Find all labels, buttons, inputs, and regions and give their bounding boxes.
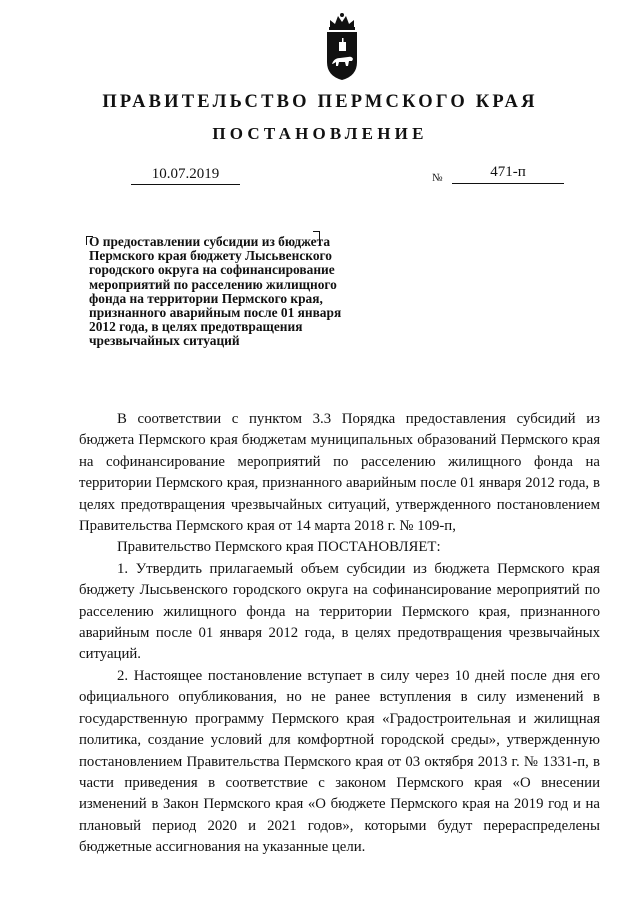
document-date: 10.07.2019	[131, 166, 240, 185]
coat-of-arms-icon	[322, 12, 362, 82]
body-paragraph: 1. Утвердить прилагаемый объем субсидии из бюджета Пермского края бюджету Лысьвенского городского округа на софинансирование мероприятий по расселению жилищного фонда на территории Пермского края, признанного аварийным после 01 января 2012 года, в целях предотвращения чрезвычайных ситуаций.	[79, 560, 600, 663]
document-number: 471-п	[452, 164, 564, 184]
subject-line: фонда на территории Пермского края,	[89, 290, 323, 306]
subject-line: городского округа на софинансирование	[89, 262, 335, 278]
document-type: ПОСТАНОВЛЕНИЕ	[212, 124, 428, 143]
subject-line: 2012 года, в целях предотвращения	[89, 319, 303, 335]
subject-line: Пермского края бюджету Лысьвенского	[89, 248, 332, 264]
subject-line: мероприятий по расселению жилищного	[89, 276, 337, 292]
body-paragraph: Правительство Пермского края ПОСТАНОВЛЯЕТ:	[117, 539, 441, 556]
body-paragraph: 2. Настоящее постановление вступает в силу через 10 дней после дня его официального опубликования, но не ранее вступления в силу изменений в государственную программу Пермского края «Градостроительная и жилищная политика, создание условий для комфортной городской среды», утвержденную постановлением Правительства Пермского края от 03 октября 2013 г. № 1331-п, в части приведения в соответствие с законом Пермского края «О внесении изменений в Закон Пермского края «О бюджете Пермского края на 2019 год и на плановый период 2020 и 2021 годов», которыми будут перераспределены бюджетные ассигнования на указанные цели.	[79, 667, 600, 856]
subject-line: О предоставлении субсидии из бюджета	[89, 234, 331, 249]
body-paragraph: В соответствии с пунктом 3.3 Порядка предоставления субсидий из бюджета Пермского края бюджетам муниципальных образований Пермского края на софинансирование мероприятий по расселению жилищного фонда на территории Пермского края, признанного аварийным после 01 января 2012 года, в целях предотвращения чрезвычайных ситуаций, утвержденного постановлением Правительства Пермского края от 14 марта 2018 г. № 109-п,	[79, 411, 600, 535]
document-subject	[89, 235, 389, 349]
number-sign: №	[432, 172, 443, 184]
subject-line: чрезвычайных ситуаций	[89, 333, 240, 349]
subject-line: признанного аварийным после 01 января	[89, 305, 342, 321]
document-body	[79, 409, 600, 859]
government-name: ПРАВИТЕЛЬСТВО ПЕРМСКОГО КРАЯ	[102, 92, 538, 112]
